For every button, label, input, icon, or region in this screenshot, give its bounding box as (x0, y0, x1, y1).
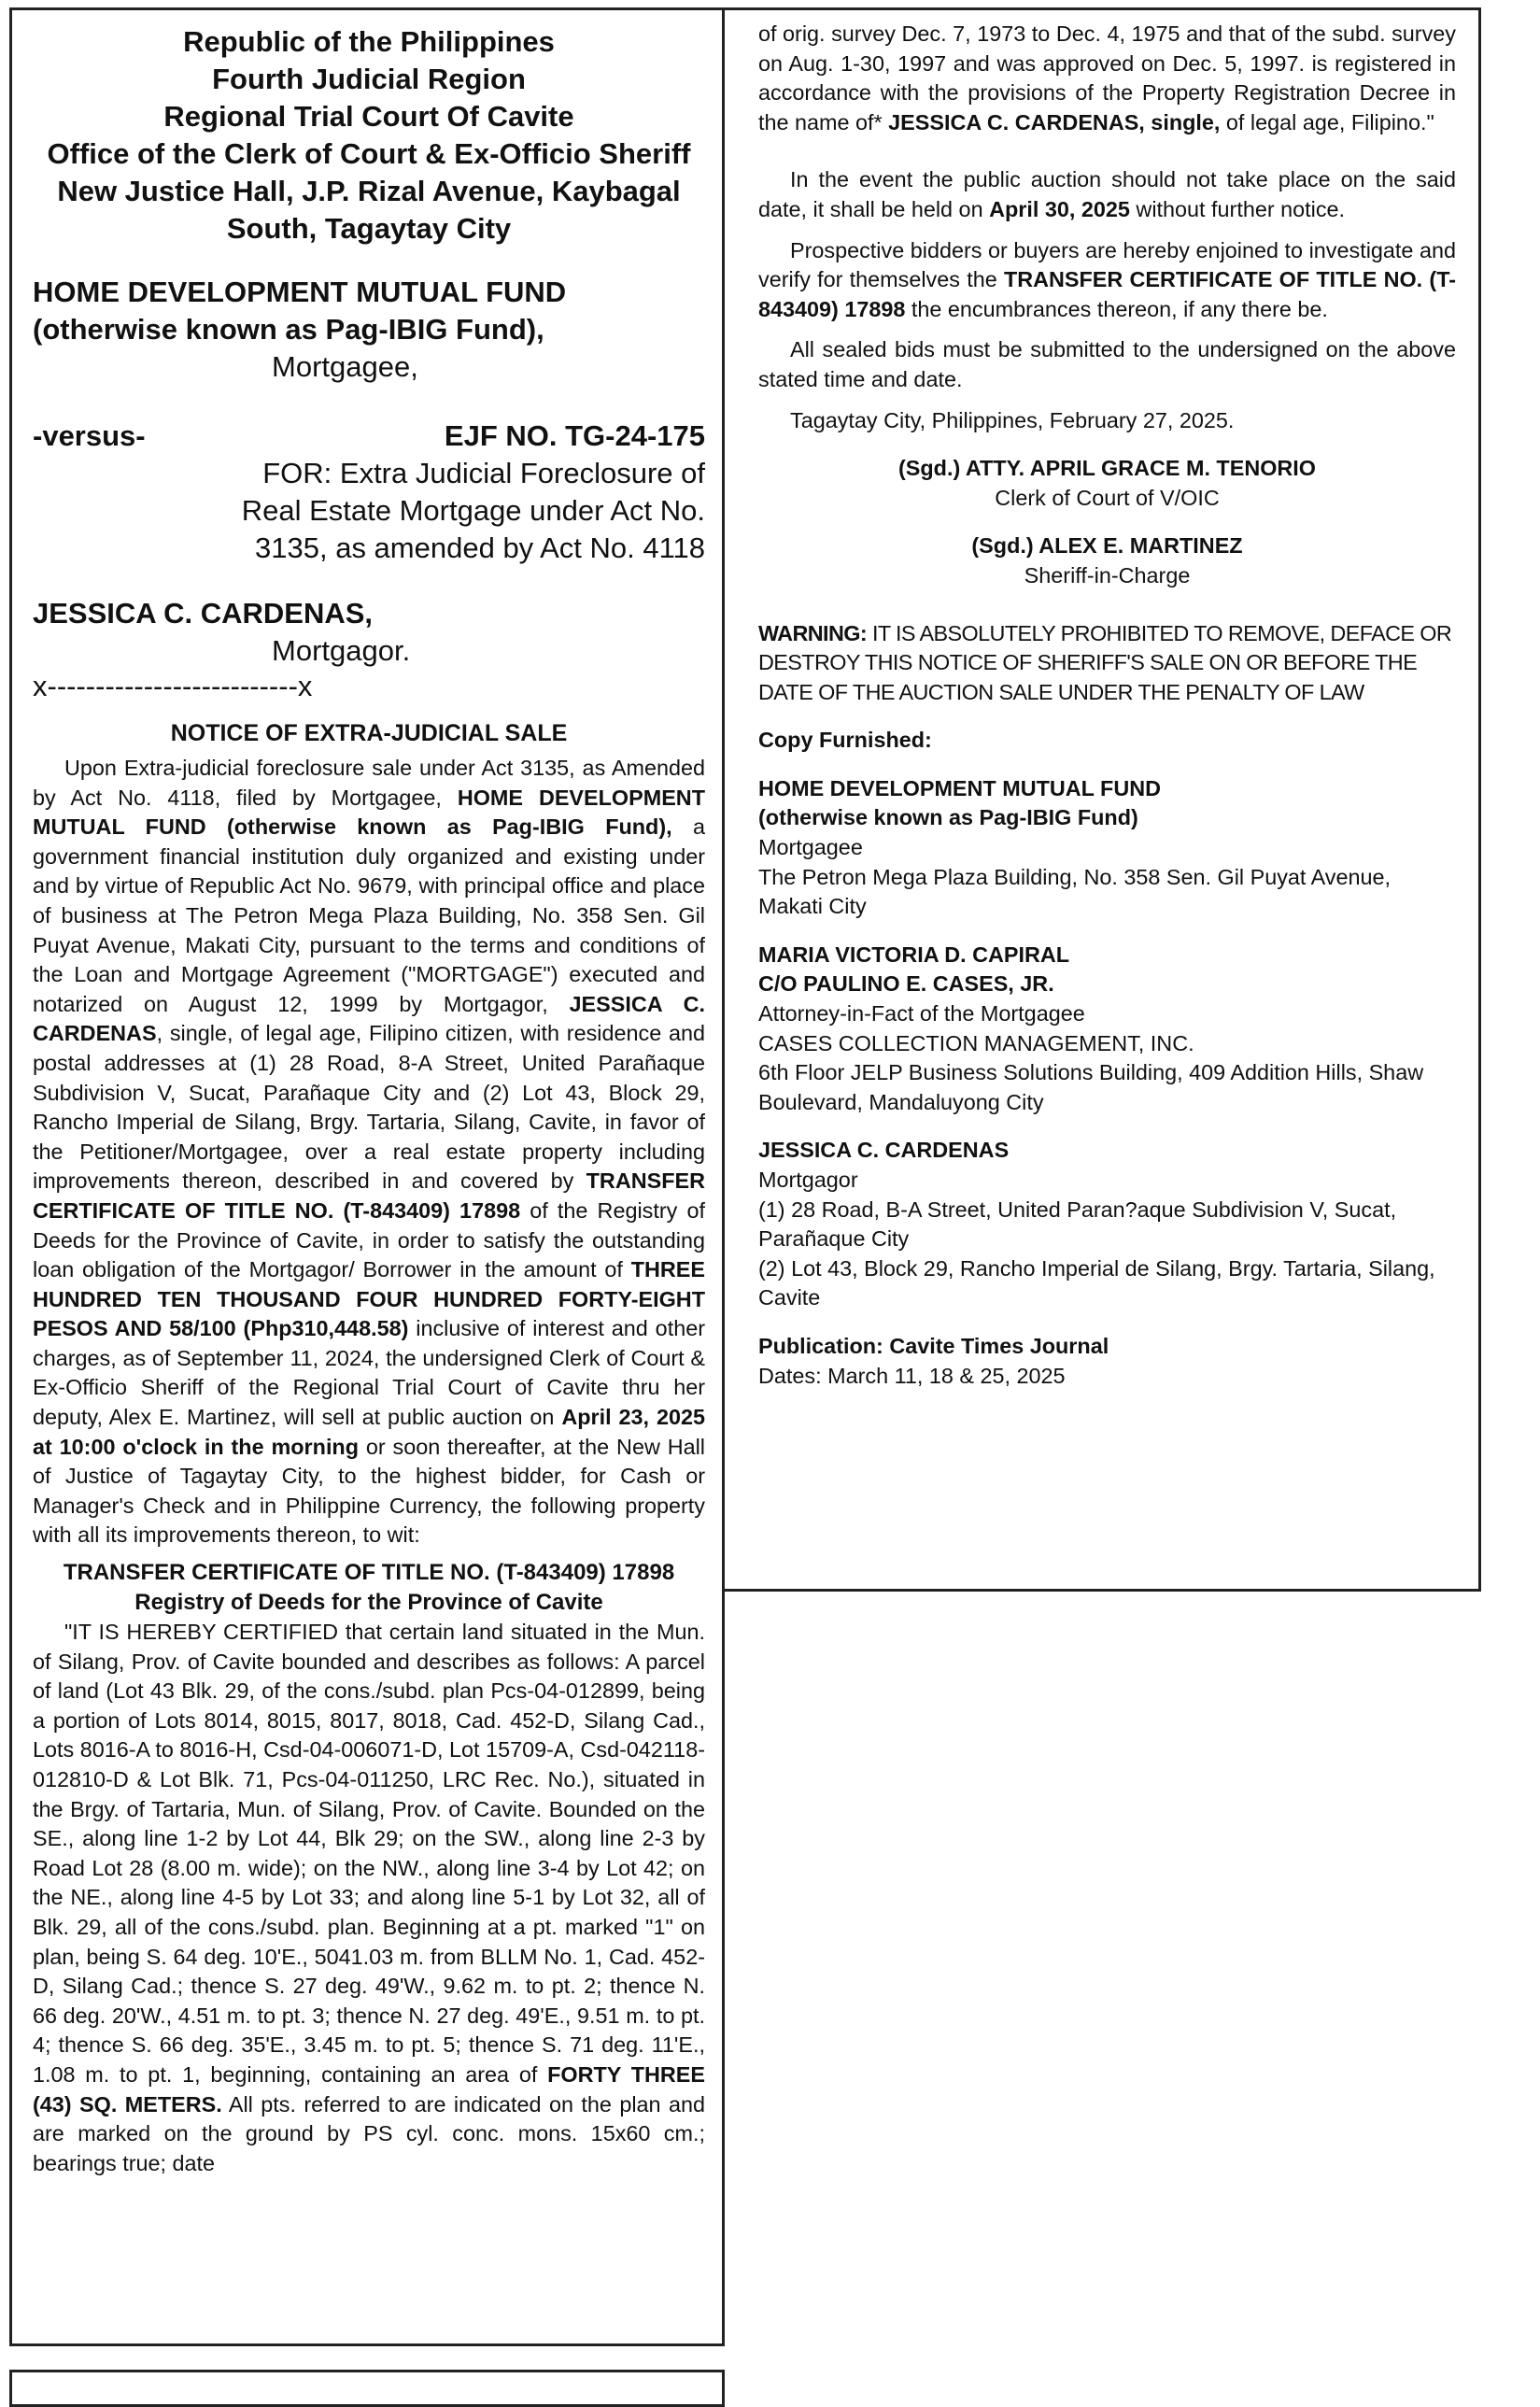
notice-title: NOTICE OF EXTRA-JUDICIAL SALE (170, 720, 568, 746)
sealed-bids-paragraph: All sealed bids must be submitted to the undersigned on the above stated time and date. (758, 337, 1456, 391)
case-subject-line: FOR: Extra Judicial Foreclosure of (262, 457, 705, 489)
property-description (33, 1618, 705, 2178)
text-run: without further notice. (1129, 196, 1346, 221)
text-run: In the event the public auction should not take place on the said date, it shall be held on (758, 167, 1456, 221)
text-run: of legal age, Filipino." (1220, 109, 1434, 135)
text-run: Upon Extra-judicial foreclosure sale under Act 3135, as Amended by Act No. 4118, filed by Mortgagee, (33, 756, 705, 810)
alternate-date-paragraph (758, 165, 1456, 224)
text-run: of the Registry of Deeds for the Province of Cavite, in order to satisfy the outstanding loan obligation of the Mortgagor/ Borrower in the amount of (33, 1197, 705, 1282)
recipient-role: Attorney-in-Fact of the Mortgagee (758, 1001, 1085, 1027)
header-line: Regional Trial Court Of Cavite (163, 100, 574, 133)
text-run: or soon thereafter, at the New Hall of Justice of Tagaytay City, to the highest bidder, for Cash or Manager's Check and in Philippine Currency, the following property with all its improvements thereon, to wit: (33, 1434, 705, 1548)
text-run-bold: April 23, 2025 at 10:00 o'clock in the morning (33, 1405, 705, 1459)
recipient-name: C/O PAULINO E. CASES, JR. (758, 971, 1054, 997)
versus-label: -versus- (33, 419, 146, 452)
text-run-bold: THREE HUNDRED TEN THOUSAND FOUR HUNDRED FORTY-EIGHT PESOS AND 58/100 (Php310,448.58) (33, 1257, 705, 1341)
caption-separator: x--------------------------x (33, 670, 313, 702)
text-run: Prospective bidders or buyers are hereby enjoined to investigate and verify for themselves the (758, 237, 1456, 292)
case-subject-line: Real Estate Mortgage under Act No. (241, 494, 705, 527)
copy-furnished-heading: Copy Furnished: (758, 728, 932, 753)
right-column-box (725, 7, 1481, 1592)
text-run-bold: April 30, 2025 (989, 196, 1130, 221)
mortgagee-role: Mortgagee, (272, 350, 418, 383)
recipient-company: CASES COLLECTION MANAGEMENT, INC. (758, 1030, 1194, 1055)
text-run: inclusive of interest and other charges, as of September 11, 2024, the undersigned Clerk of Court & Ex-Officio Sheriff of the Regional Trial Court of Cavite thru her deputy, Alex E. Martinez, will sell at public auction on (33, 1316, 705, 1430)
recipient-name: JESSICA C. CARDENAS (758, 1138, 1010, 1163)
left-column-box (9, 7, 725, 2346)
tct-title (33, 1558, 705, 1618)
warning-notice (758, 619, 1456, 708)
recipient-address: (2) Lot 43, Block 29, Rancho Imperial de Silang, Brgy. Tartaria, Silang, Cavite (758, 1255, 1435, 1310)
court-header (33, 23, 705, 248)
tct-title-line: TRANSFER CERTIFICATE OF TITLE NO. (T-843409) 17898 (63, 1560, 675, 1586)
text-run-bold: JESSICA C. CARDENAS, single, (888, 109, 1221, 135)
recipient-name: HOME DEVELOPMENT MUTUAL FUND (758, 775, 1161, 800)
text-run-bold: FORTY THREE (43) SQ. METERS. (33, 2061, 705, 2117)
recipient-block (758, 941, 1456, 1118)
warning-text: IT IS ABSOLUTELY PROHIBITED TO REMOVE, DEFACE OR DESTROY THIS NOTICE OF SHERIFF'S SALE ON OR BEFORE THE DATE OF THE AUCTION SALE UNDER THE PENALTY OF LAW (758, 620, 1452, 704)
case-caption (33, 274, 705, 703)
property-description-continued (758, 20, 1456, 137)
text-run: All pts. referred to are indicated on the plan and are marked on the ground by PS cyl. conc. mons. 15x60 cm.; bearings true; date (33, 2091, 705, 2175)
text-run-bold: JESSICA C. CARDENAS (33, 991, 705, 1046)
recipient-block (758, 1136, 1456, 1313)
text-run-bold: HOME DEVELOPMENT MUTUAL FUND (otherwise known as Pag-IBIG Fund), (33, 785, 705, 840)
sheriff-title: Sheriff-in-Charge (1024, 562, 1191, 588)
case-subject-line: 3135, as amended by Act No. 4118 (255, 531, 705, 564)
publication-label: Publication: Cavite Times Journal (758, 1333, 1109, 1358)
tct-title-line: Registry of Deeds for the Province of Cavite (134, 1590, 603, 1616)
header-line: Republic of the Philippines (183, 25, 555, 58)
place-date: Tagaytay City, Philippines, February 27, 2025. (790, 407, 1235, 432)
next-notice-box (9, 2370, 725, 2407)
mortgagor-role: Mortgagor. (272, 634, 411, 667)
recipient-address: (1) 28 Road, B-A Street, United Paran?aque Subdivision V, Sucat, Parañaque City (758, 1196, 1397, 1252)
recipient-name: MARIA VICTORIA D. CAPIRAL (758, 942, 1070, 967)
header-line: Office of the Clerk of Court & Ex-Officio Sheriff (47, 137, 691, 170)
bidders-paragraph (758, 236, 1456, 325)
clerk-title: Clerk of Court of V/OIC (995, 485, 1220, 510)
recipient-address: 6th Floor JELP Business Solutions Building, 409 Addition Hills, Shaw Boulevard, Mandaluyong City (758, 1060, 1424, 1114)
recipient-role: Mortgagor (758, 1168, 858, 1192)
text-run-bold: TRANSFER CERTIFICATE OF TITLE NO. (T-843409) 17898 (758, 267, 1456, 321)
text-run: a government financial institution duly organized and existing under and by virtue of Republic Act No. 9679, with principal office and place of business at The Petron Mega Plaza Building, No. 358 Sen. Gil Puyat Avenue, Makati City, pursuant to the terms and conditions of the Loan and Mortgage Agreement ("MORTGAGE") executed and notarized on August 12, 1999 by Mortgagor, (33, 814, 705, 1016)
versus-line (33, 418, 705, 455)
mortgagee-name: HOME DEVELOPMENT MUTUAL FUND (33, 276, 567, 308)
mortgagor-name: JESSICA C. CARDENAS, (33, 597, 374, 630)
recipient-role: Mortgagee (758, 835, 863, 860)
text-run: of orig. survey Dec. 7, 1973 to Dec. 4, 1975 and that of the subd. survey on Aug. 1-30, 1997 and was approved on Dec. 5, 1997. is registered in accordance with the provisions of the Property Registration Decree in the name of* (758, 21, 1456, 135)
notice-paragraph (33, 754, 705, 1550)
header-line: New Justice Hall, J.P. Rizal Avenue, Kaybagal (57, 175, 681, 207)
sheriff-signature: (Sgd.) ALEX E. MARTINEZ (971, 533, 1243, 559)
recipient-address: The Petron Mega Plaza Building, No. 358 Sen. Gil Puyat Avenue, Makati City (758, 864, 1392, 919)
text-run-bold: TRANSFER CERTIFICATE OF TITLE NO. (T-843409) 17898 (33, 1168, 705, 1223)
text-run: the encumbrances thereon, if any there be. (905, 296, 1328, 321)
recipient-block (758, 774, 1456, 922)
case-number: EJF NO. TG-24-175 (444, 419, 705, 452)
mortgagee-aka: (otherwise known as Pag-IBIG Fund), (33, 313, 544, 346)
recipient-name: (otherwise known as Pag-IBIG Fund) (758, 805, 1138, 830)
header-line: Fourth Judicial Region (212, 63, 526, 95)
clerk-signature: (Sgd.) ATTY. APRIL GRACE M. TENORIO (897, 456, 1316, 481)
warning-label: WARNING: (758, 620, 868, 645)
header-line: South, Tagaytay City (226, 212, 512, 245)
text-run: , single, of legal age, Filipino citizen, with residence and postal addresses at (1) 28 Road, 8-A Street, United Parañaque Subdivision V, Sucat, Parañaque City and (2) Lot 43, Block 29, Rancho Imperial de Silang, Brgy. Tartaria, Silang, Cavite, in favor of the Petitioner/Mortgagee, over a real estate property including improvements thereon, described in and covered by (33, 1021, 705, 1194)
publication-dates: Dates: March 11, 18 & 25, 2025 (758, 1363, 1066, 1388)
text-run: "IT IS HEREBY CERTIFIED that certain land situated in the Mun. of Silang, Prov. of Cavite bounded and describes as follows: A parcel of land (Lot 43 Blk. 29, of the cons./subd. plan Pcs-04-012899, being a portion of Lots 8014, 8015, 8017, 8018, Cad. 452-D, Silang Cad., Lots 8016-A to 8016-H, Csd-04-006071-D, Lot 15709-A, Csd-042118-012810-D & Lot Blk. 71, Pcs-04-011250, LRC Rec. No.), situated in the Brgy. of Tartaria, Mun. of Silang, Prov. of Cavite. Bounded on the SE., along line 1-2 by Lot 44, Blk 29; on the SW., along line 2-3 by Road Lot 28 (8.00 m. wide); on the NW., along line 3-4 by Lot 42; on the NE., along line 4-5 by Lot 33; and along line 5-1 by Lot 32, all of Blk. 29, all of the cons./subd. plan. Beginning at a pt. marked "1" on plan, being S. 64 deg. 10'E., 5041.03 m. from BLLM No. 1, Cad. 452-D, Silang Cad.; thence S. 27 deg. 49'W., 9.62 m. to pt. 2; thence N. 66 deg. 20'W., 4.51 m. to pt. 3; thence N. 27 deg. 49'E., 9.51 m. to pt. 4; thence S. 66 deg. 35'E., 3.45 m. to pt. 5; thence S. 71 deg. 11'E., 1.08 m. to pt. 1, beginning, containing an area of (33, 1620, 705, 2087)
